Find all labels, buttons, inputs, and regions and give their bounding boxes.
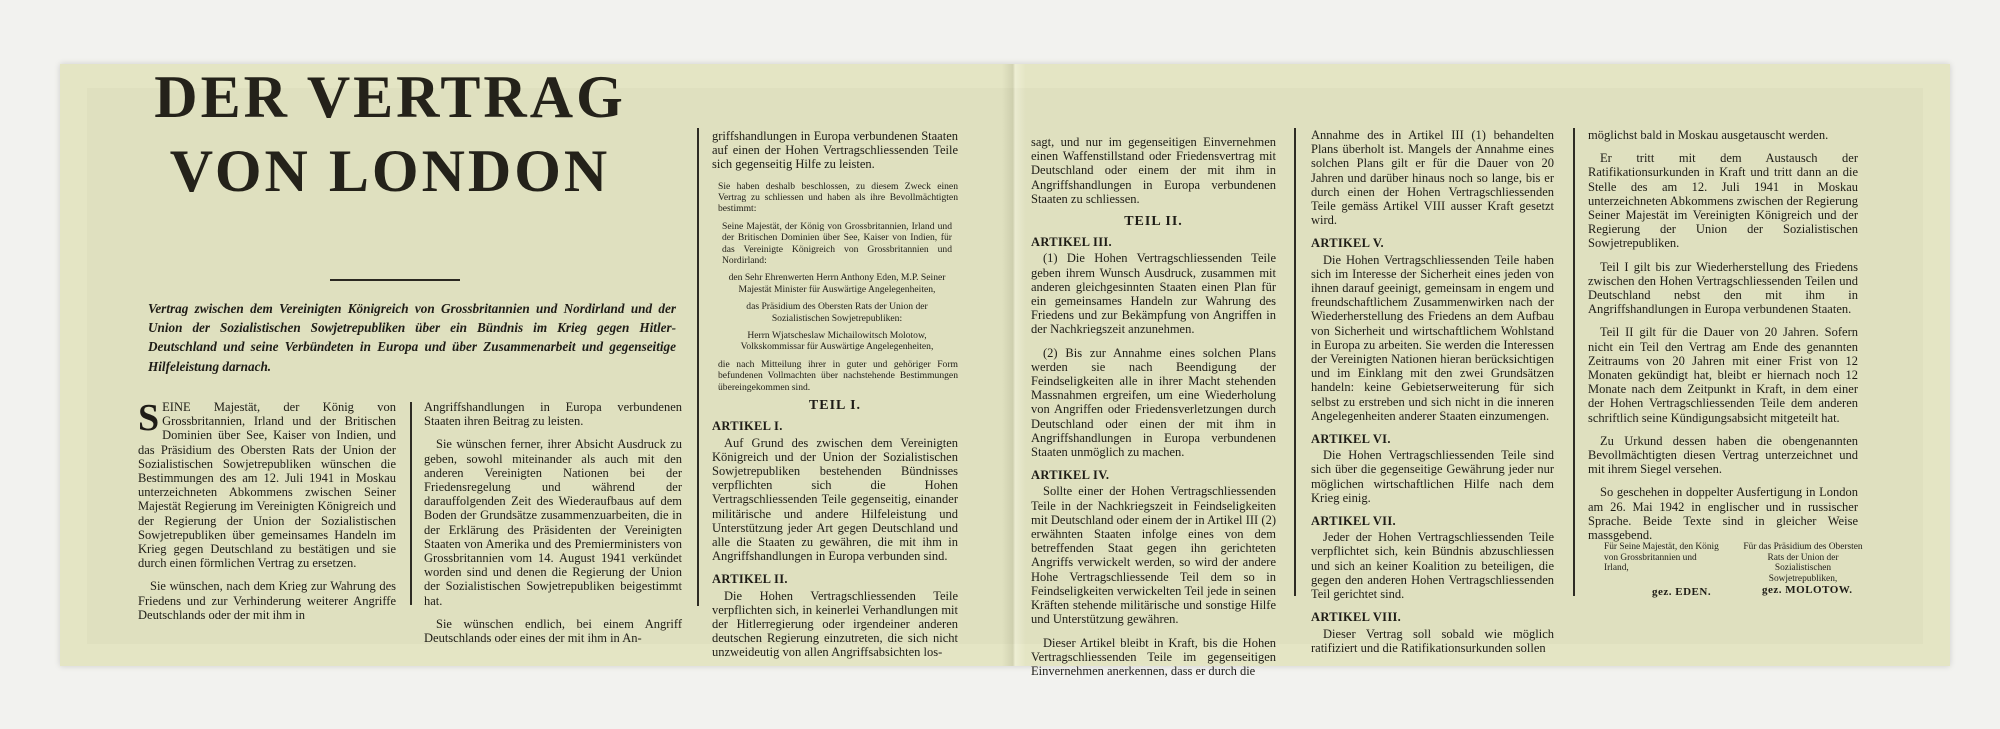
column-6 (1588, 128, 1858, 551)
article-text: Sollte einer der Hohen Vertragschliessenden Teile in der Nachkriegszeit in Feindseligkeiten mit Deutschland oder einem der in Artikel III (2) erwähnten Staaten infolge eines von dem betreffenden Staat gegen ihn gerichteten Angriffs verwickelt werden, so wird der andere Hohe Vertragschliessende Teil dem so in Feindseligkeiten verwickelten Teil jede in seinen Kräften stehende militärische und sonstige Hilfe und Unterstützung gewähren. (1031, 484, 1276, 627)
section-heading-teil-1: TEIL I. (808, 398, 862, 414)
preamble-paragraph-1: SEINE Majestät, der König von Grossbritannien, Irland und der Britischen Dominien über See, Kaiser von Indien, und das Präsidium des Obersten Rats der Union der Sozialistischen Sowjetrepubliken wünschen die Bestimmungen des am 12. Juli 1941 in Moskau unterzeichneten Abkommens zwischen Seiner Majestät Regierung im Vereinigten Königreich und der Regierung der Union der Sozialistischen Sowjetrepubliken über gemeinsames Handeln im Krieg gegen Deutschland zu bestätigen und sie durch einen förmlichen Vertrag zu ersetzen. (138, 397, 396, 571)
column-3 (712, 129, 958, 669)
small-paragraph: Seine Majestät, der König von Grossbritannien, Irland und der Britischen Dominien über See, Kaiser von Indien, für das Vereinigte Königreich von Grossbritannien und Nordirland: (722, 220, 952, 267)
title-line-1: DER VERTRAG (154, 64, 626, 130)
paragraph: Angriffshandlungen in Europa verbundenen Staaten ihren Beitrag zu leisten. (424, 400, 682, 429)
paragraph: Sie wünschen ferner, ihrer Absicht Ausdruck zu geben, sowohl miteinander als auch mit den anderen Vereinigten Nationen bei der Friedensregelung und während der darauffolgenden Zeit des Wiederaufbaus auf dem Boden der Grundsätze zusammenzuarbeiten, die in der Erklärung des Präsidenten der Vereinigten Staaten von Amerika und des Premierministers von Grossbritannien vom 14. August 1941 verkündet worden sind und denen die Regierung der Union der Sozialistischen Sowjetrepubliken beigestimmt hat. (424, 437, 682, 608)
paragraph: Teil II gilt für die Dauer von 20 Jahren. Sofern nicht ein Teil den Vertrag am Ende des genannten Zeitraums von 20 Jahren mit einer Frist von 12 Monaten gekündigt hat, bleibt er hiernach noch 12 Monate nach dem Zeitpunkt in Kraft, in dem einer der Hohen Vertragschliessenden Teile dem anderen schriftlich seine Kündigungsabsicht mitgeteilt hat. (1588, 325, 1858, 425)
paragraph: Annahme des in Artikel III (1) behandelten Plans überholt ist. Mangels der Annahme eines solchen Plans gilt er für die Dauer von 20 Jahren und darüber hinaus noch so lange, bis er durch einen der Hohen Vertragschliessenden Teile gemäss Artikel VIII ausser Kraft gesetzt wird. (1311, 128, 1554, 228)
center-fold (1002, 64, 1026, 666)
column-2 (424, 400, 682, 654)
column-4 (1031, 135, 1276, 687)
article-heading: ARTIKEL VI. (1311, 432, 1391, 447)
small-paragraph: Sie haben deshalb beschlossen, zu diesem Zweck einen Vertrag zu schliessen und haben als ihre Bevollmächtigten bestimmt: (718, 180, 958, 215)
article-heading: ARTIKEL VII. (1311, 514, 1396, 529)
paragraph: möglichst bald in Moskau ausgetauscht werden. (1588, 128, 1829, 142)
small-paragraph: die nach Mitteilung ihrer in guter und gehöriger Form befundenen Vollmachten über nachstehende Bestimmungen übereingekommen sind. (718, 358, 958, 393)
paragraph: Zu Urkund dessen haben die obengenannten Bevollmächtigten diesen Vertrag unterzeichnet und mit ihrem Siegel versehen. (1588, 433, 1858, 477)
article-heading: ARTIKEL VIII. (1311, 610, 1402, 625)
column-5 (1311, 128, 1554, 664)
column-divider (1294, 128, 1296, 596)
paragraph: sagt, und nur im gegenseitigen Einvernehmen einen Waffenstillstand oder Friedensvertrag mit Deutschland oder einem der mit ihm in Angriffshandlungen in Europa verbundenen Staaten zu schliessen. (1031, 135, 1276, 206)
article-text: Jeder der Hohen Vertragschliessenden Teile verpflichtet sich, kein Bündnis abzuschliessen und sich an keiner Koalition zu beteiligen, die gegen den anderen Hohen Vertragschliessenden Teil gerichtet sind. (1311, 530, 1554, 602)
paragraph: Sie wünschen endlich, bei einem Angriff Deutschlands oder eines der mit ihm in An- (424, 616, 682, 646)
title-line-2: VON LONDON (169, 138, 611, 204)
column-divider (1573, 128, 1575, 596)
column-divider (697, 128, 699, 606)
article-text: Auf Grund des zwischen dem Vereinigten Königreich und der Union der Sozialistischen Sowjetrepubliken bestehenden Bündnisses verpflichten sich die Hohen Vertragschliessenden Teile gegenseitig, einander militärische und andere Hilfeleistung und Unterstützung jeder Art gegen Deutschland und alle die Staaten zu gewähren, die mit ihm in Angriffshandlungen in Europa verbunden sind. (712, 435, 958, 564)
article-heading: ARTIKEL III. (1031, 235, 1112, 250)
plenipotentiaries-block (712, 181, 958, 394)
small-paragraph: das Präsidium des Obersten Rats der Union der Sozialistischen Sowjetrepubliken: (746, 301, 928, 324)
article-text: Die Hohen Vertragschliessenden Teile verpflichten sich, in keinerlei Verhandlungen mit der Hitlerregierung oder irgendeiner anderen deutschen Regierung einzutreten, die sich nicht unzweideutig von allen Angriffsabsichten los- (712, 588, 958, 660)
document-title (120, 60, 660, 208)
small-paragraph: Herrn Wjatscheslaw Michailowitsch Molotow, Volkskommissar für Auswärtige Angelegenheiten, (740, 330, 934, 353)
column-1 (138, 397, 396, 631)
drop-cap: S (138, 397, 160, 439)
small-paragraph: den Sehr Ehrenwerten Herrn Anthony Eden, M.P. Seiner Majestät Minister für Auswärtige Angelegenheiten, (728, 272, 946, 295)
signature-caption-left: Für Seine Majestät, den König von Grossbritannien und Irland, (1604, 542, 1719, 574)
article-heading: ARTIKEL V. (1311, 236, 1384, 251)
article-text: Dieser Artikel bleibt in Kraft, bis die Hohen Vertragschliessenden Teile im gegenseitigen Einvernehmen anerkennen, dass er durch die (1031, 635, 1276, 678)
signature-caption-right: Für das Präsidium des Obersten Rats der Union der Sozialistischen Sowjetrepubliken, (1743, 542, 1863, 584)
article-text: Die Hohen Vertragschliessenden Teile sind sich über die gegenseitige Gewährung jeder nur möglichen wirtschaftlichen Hilfe nach dem Krieg einig. (1311, 448, 1554, 505)
article-heading: ARTIKEL II. (712, 572, 788, 587)
article-text: (2) Bis zur Annahme eines solchen Plans werden sie nach Beendigung der Feindseligkeiten alle in ihrer Macht stehenden Massnahmen ergreifen, um eine Wiederholung von Angriffen oder Friedensverletzungen durch Deutschland oder einen der mit ihm in Angriffshandlungen in Europa verbundenen Staaten unmöglich zu machen. (1031, 345, 1276, 460)
article-text: Dieser Vertrag soll sobald wie möglich ratifiziert und die Ratifikationsurkunden sollen (1311, 626, 1554, 655)
article-heading: ARTIKEL I. (712, 419, 783, 434)
preamble-paragraph-2: Sie wünschen, nach dem Krieg zur Wahrung des Friedens und zur Verhinderung weiterer Angriffe Deutschlands oder der mit ihm in (138, 579, 396, 622)
paragraph: Teil I gilt bis zur Wiederherstellung des Friedens zwischen den Hohen Vertragschliessenden Teilen und Deutschland nebst den mit ihm in Angriffshandlungen in Europa verbundenen Staaten. (1588, 259, 1858, 317)
signature-molotow: gez. MOLOTOW. (1762, 584, 1853, 596)
column-divider (410, 402, 412, 605)
signature-eden: gez. EDEN. (1652, 586, 1712, 598)
title-rule (330, 279, 460, 281)
article-text: Die Hohen Vertragschliessenden Teile haben sich im Interesse der Sicherheit eines jeden von ihnen darauf geeinigt, gemeinsam in engem und freundschaftlichem Zusammenwirken nach der Wiederherstellung des Friedens an dem Aufbau von Sicherheit und wirtschaftlichem Wohlstand in Europa zu arbeiten. Sie werden die Interessen der Vereinigten Nationen hieran berücksichtigen und im Einklang mit den zwei Grundsätzen handeln: keine Gebietserweiterung für sich selbst zu erstreben und sich nicht in die inneren Angelegenheiten anderer Staaten einzumengen. (1311, 252, 1554, 423)
paragraph: griffshandlungen in Europa verbundenen Staaten auf einen der Hohen Vertragschliessenden Teile sich gegenseitig Hilfe zu leisten. (712, 129, 958, 172)
article-text: (1) Die Hohen Vertragschliessenden Teile geben ihrem Wunsch Ausdruck, zusammen mit anderen gleichgesinnten Staaten einen Plan für ein gemeinsames Handeln zur Wahrung des Friedens und zur Bekämpfung von Angriffen in der Nachkriegszeit anzunehmen. (1031, 251, 1276, 337)
paragraph: So geschehen in doppelter Ausfertigung in London am 26. Mai 1942 in englischer und in russischer Sprache. Beide Texte sind in gleicher Weise massgebend. (1588, 485, 1858, 543)
article-heading: ARTIKEL IV. (1031, 468, 1110, 483)
document-subtitle: Vertrag zwischen dem Vereinigten Königreich von Grossbritannien und Nordirland und der Union der Sozialistischen Sowjetrepubliken über ein Bündnis im Krieg gegen Hitler-Deutschland und seine Verbündeten in Europa und über Zusammenarbeit und gegenseitige Hilfeleistung darnach. (148, 301, 676, 374)
paragraph: Er tritt mit dem Austausch der Ratifikationsurkunden in Kraft und tritt dann an die Stelle des am 12. Juli 1941 in Moskau unterzeichneten Abkommens zwischen der Regierung Seiner Majestät im Vereinigten Königreich und der Regierung der Union der Sozialistischen Sowjetrepubliken. (1588, 151, 1858, 251)
section-heading-teil-2: TEIL II. (1124, 214, 1183, 230)
